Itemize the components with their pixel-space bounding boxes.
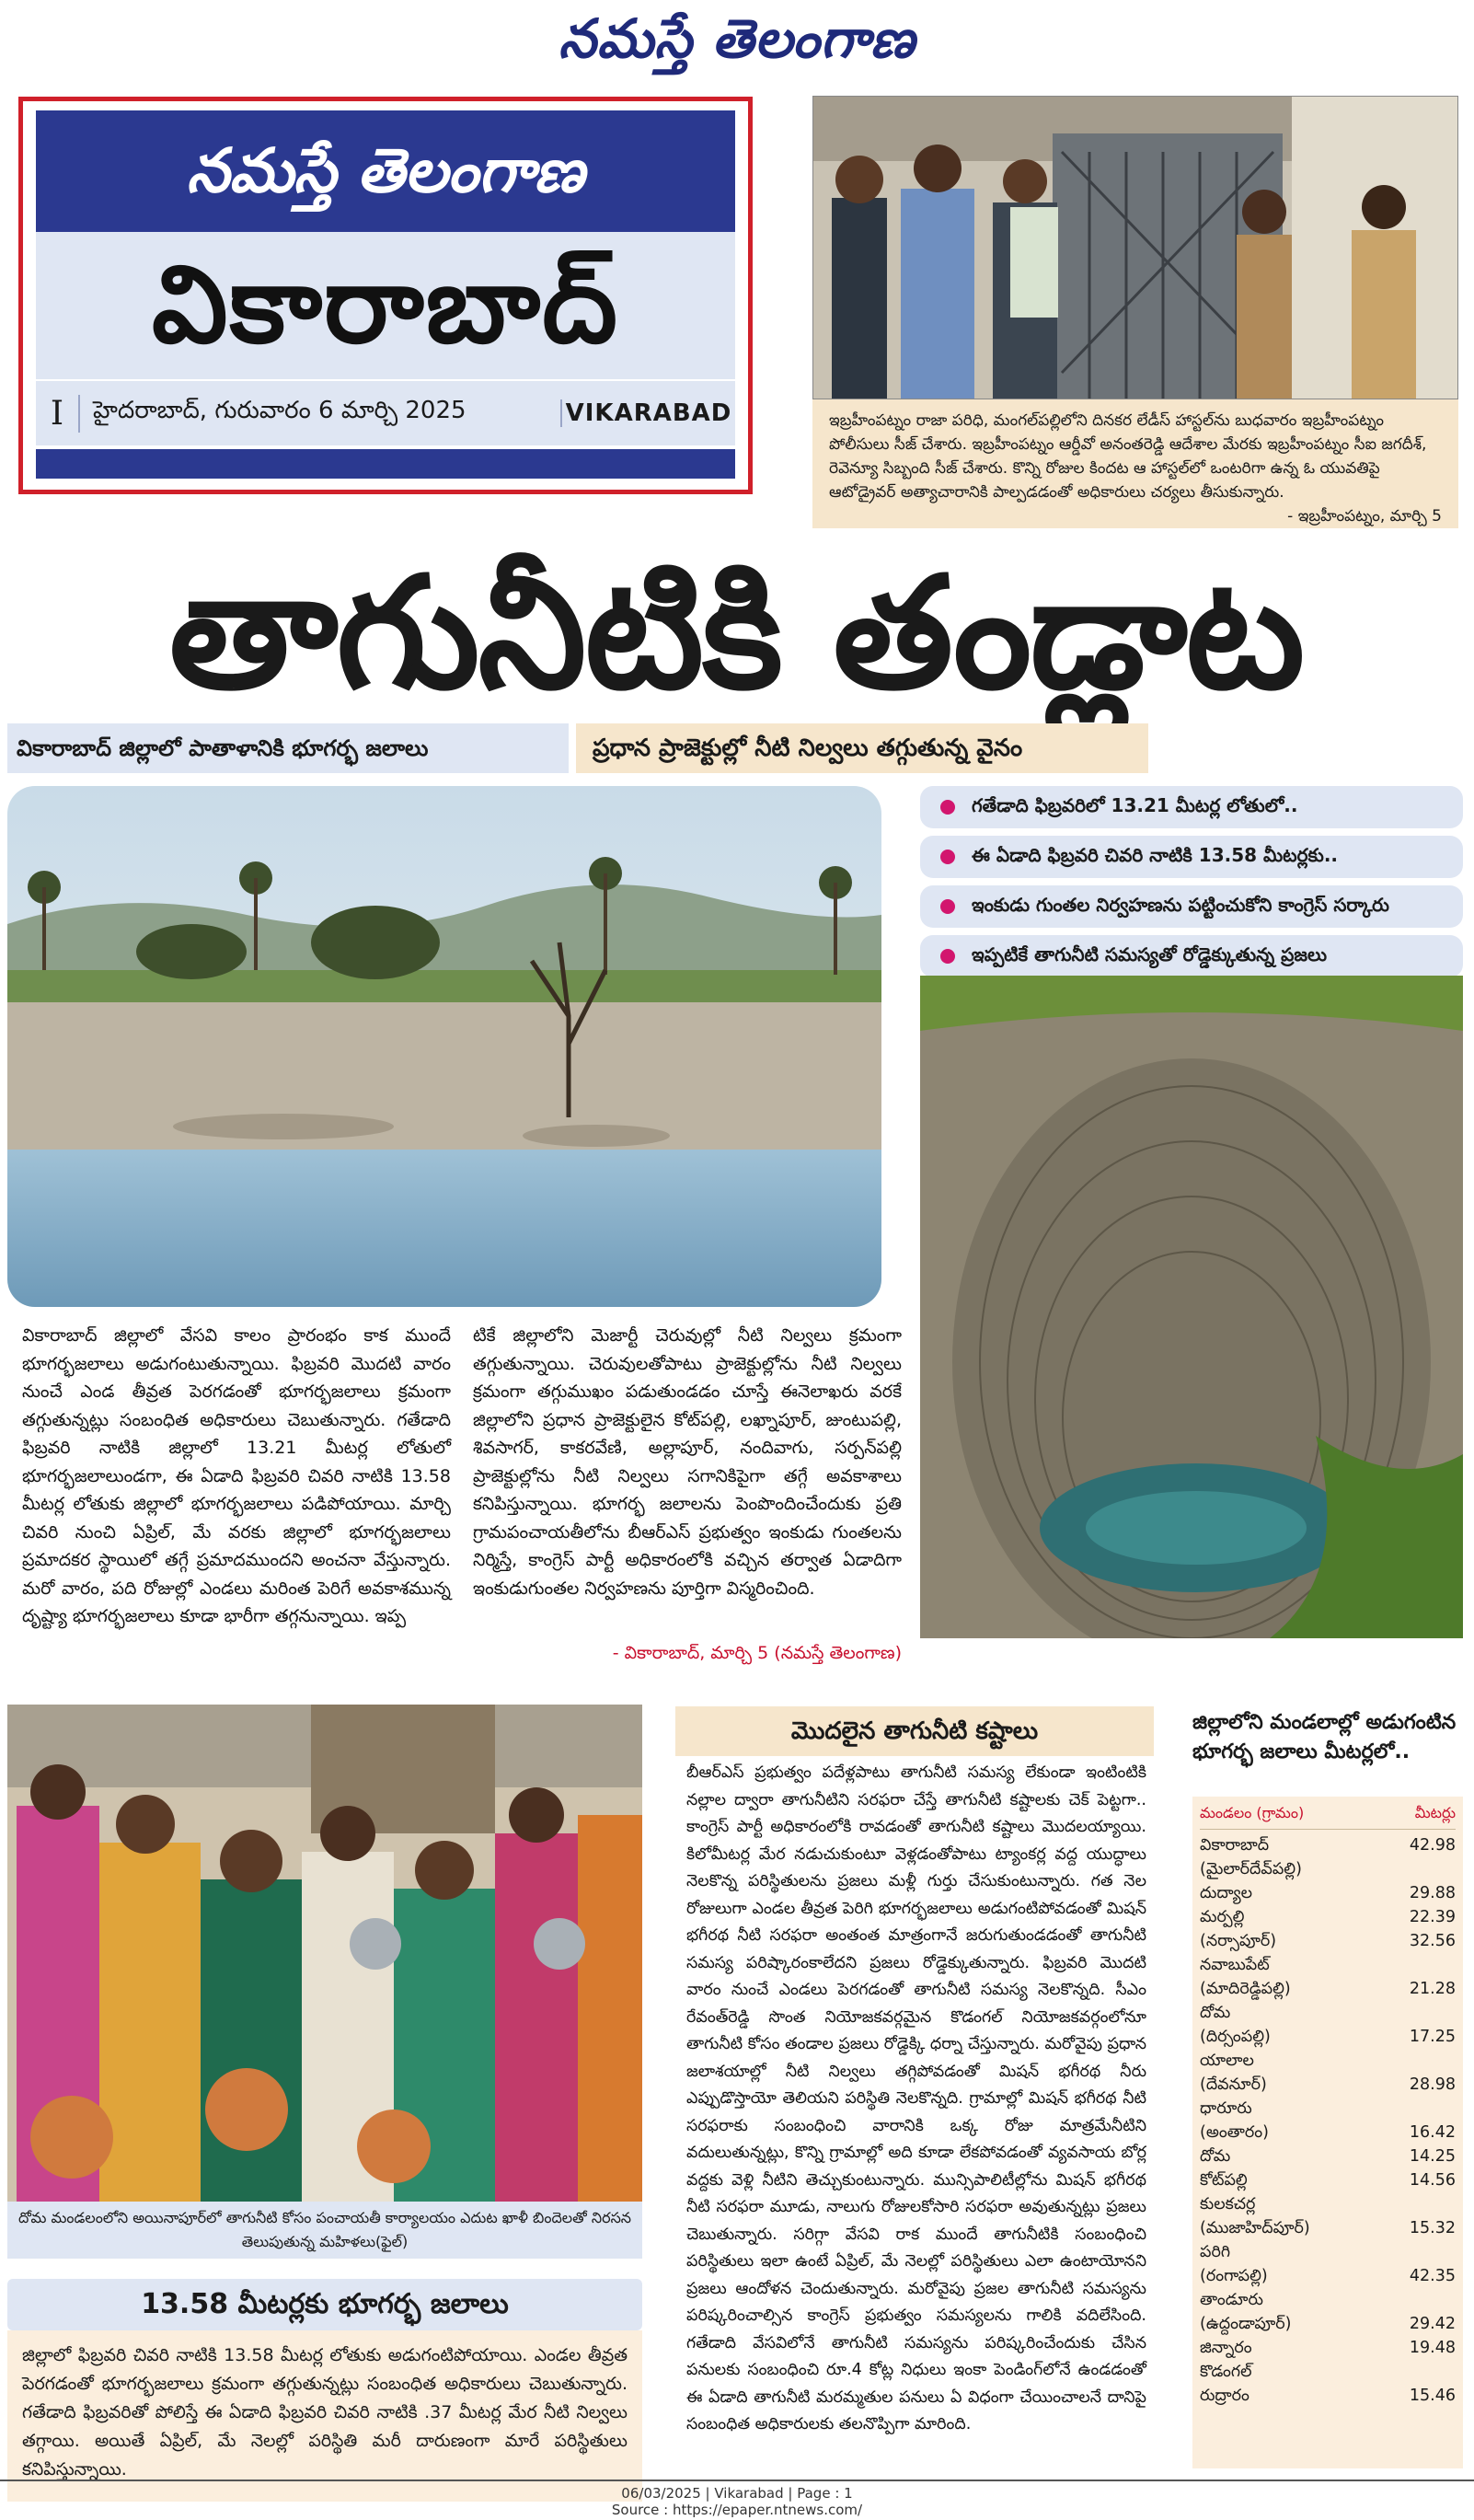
- groundwater-table: [1192, 1797, 1463, 2468]
- highlight-item: ఇంకుడు గుంతల నిర్వహణను పట్టించుకోని కాంగ్రెస్ సర్కారు: [920, 885, 1463, 928]
- mandal-name: ధారూరు: [1200, 2099, 1252, 2118]
- table-row: [1200, 1881, 1456, 1905]
- table-row: [1200, 1905, 1456, 1929]
- table-row: [1200, 2240, 1456, 2264]
- groundwater-depth: 22.39: [1409, 1908, 1456, 1926]
- dry-lake-photo: [7, 786, 881, 1307]
- mandal-name: మర్పల్లి: [1200, 1908, 1245, 1926]
- dry-well-photo: [920, 976, 1463, 1638]
- groundwater-depth: 17.25: [1409, 2028, 1456, 2046]
- table-row: [1200, 2192, 1456, 2216]
- mandal-name: కులకచర్ల: [1200, 2195, 1256, 2214]
- mandal-name: రుద్రారం: [1200, 2387, 1249, 2405]
- table-row: [1200, 2264, 1456, 2288]
- groundwater-depth: 28.98: [1409, 2075, 1456, 2094]
- main-headline: తాగునీటికి తండ్లాట: [168, 543, 1304, 723]
- table-row: [1200, 2336, 1456, 2360]
- table-row: [1200, 1857, 1456, 1881]
- table-row: [1200, 1977, 1456, 2001]
- mandal-name: నవాబుపేట్: [1200, 1956, 1270, 1974]
- women-protest-photo-art: [7, 1705, 642, 2202]
- mandal-name: కొడంగల్: [1200, 2363, 1252, 2381]
- table-row: [1200, 2097, 1456, 2121]
- groundwater-depth: [1397, 1953, 1456, 1977]
- groundwater-depth: [1397, 2049, 1456, 2073]
- footer-divider: [0, 2480, 1474, 2481]
- groundwater-table-title: జిల్లాలోని మండలాల్లో అడుగంటిన భూగర్భ జలాలు మీటర్లలో..: [1192, 1711, 1457, 1763]
- groundwater-depth: 21.28: [1409, 1980, 1456, 1998]
- mandal-name: దోమ: [1200, 2147, 1231, 2166]
- col-header-mandal: మండలం (గ్రామం): [1200, 1804, 1305, 1821]
- mandal-name: (రంగాపల్లి): [1200, 2267, 1268, 2285]
- mandal-name: (మాదిరెడ్డిపల్లి): [1200, 1980, 1291, 1998]
- table-row: [1200, 2144, 1456, 2168]
- bullet-dot-icon: [940, 949, 955, 964]
- mandal-name: (మైలార్‌దేవ్‌పల్లి): [1200, 1860, 1302, 1878]
- bullet-dot-icon: [940, 850, 955, 864]
- groundwater-depth: 42.35: [1409, 2267, 1456, 2285]
- table-row: [1200, 2312, 1456, 2336]
- mandal-name: యాలాల: [1200, 2052, 1254, 2070]
- masthead-logo: నమస్తే తెలంగాణ: [559, 7, 915, 70]
- edition-code: VIKARABAD: [560, 399, 735, 427]
- mandal-name: పరిగి: [1200, 2243, 1231, 2261]
- dry-lake-photo-art: [7, 786, 881, 1307]
- edition-district-title: వికారాబాద్: [36, 232, 735, 379]
- highlight-item: ఇప్పటికే తాగునీటి సమస్యతో రోడ్డెక్కుతున్న ప్రజలు: [920, 935, 1463, 977]
- bullet-dot-icon: [940, 899, 955, 914]
- dry-well-photo-art: [920, 976, 1463, 1638]
- kicker-right: ప్రధాన ప్రాజెక్టుల్లో నీటి నిల్వలు తగ్గుతున్న వైనం: [576, 723, 1148, 773]
- kicker-left: వికారాబాద్ జిల్లాలో పాతాళానికి భూగర్భ జలాలు: [7, 723, 569, 773]
- table-row: [1200, 1953, 1456, 1977]
- groundwater-depth: 15.46: [1409, 2387, 1456, 2405]
- women-protest-caption: దోమ మండలంలోని అయినాపూర్‌లో తాగునీటి కోసం పంచాయతీ కార్యాలయం ఎదుట ఖాళీ బిందెలతో నిరసన తెలుపుతున్న మహిళలు(ఫైల్): [7, 2202, 642, 2259]
- article-column-2: టికే జిల్లాలోని మెజార్టీ చెరువుల్లో నీటి నిల్వలు క్రమంగా తగ్గుతున్నాయి. చెరువులతోపాటు ప్రాజెక్టుల్లోను నీటి నిల్వలు క్రమంగా తగ్గుముఖం పడుతుండడం చూస్తే ఈనెలాఖరు వరకే జిల్లాలోని ప్రధాన ప్రాజెక్టులైన కోట్‌పల్లి, లఖ్నాపూర్, జుంటుపల్లి, శివసాగర్, కాకరవేణి, అల్లాపూర్, నందివాగు, సర్పన్‌పల్లి ప్రాజెక్టుల్లోను నీటి నిల్వలు సగానికిపైగా తగ్గే అవకాశాలు కనిపిస్తున్నాయి. భూగర్భ జలాలను పెంపొందించేందుకు ప్రతి గ్రామపంచాయతీలోను బీఆర్‌ఎస్ ప్రభుత్వం ఇంకుడు గుంతలను నిర్మిస్తే, కాంగ్రెస్ పార్టీ అధికారంలోకి వచ్చిన తర్వాత ఏడాదిగా ఇంకుడుగుంతల నిర్వహణను పూర్తిగా విస్మరించింది.: [473, 1325, 902, 1599]
- groundwater-depth: 14.25: [1409, 2147, 1456, 2166]
- hostel-seizure-credit: - ఇబ్రహీంపట్నం, మార్చి 5: [1287, 507, 1442, 526]
- mandal-name: దుద్యాల: [1200, 1884, 1253, 1902]
- edition-bottom-band: [36, 449, 735, 479]
- page-footer: [0, 2485, 1474, 2518]
- mandal-name: (నర్సాపూర్): [1200, 1932, 1277, 1950]
- groundwater-depth: 29.88: [1409, 1884, 1456, 1902]
- article-credit: - వికారాబాద్, మార్చి 5 (నమస్తే తెలంగాణ): [612, 1643, 902, 1663]
- groundwater-table-rows: [1200, 1833, 1456, 2408]
- footer-source: Source : https://epaper.ntnews.com/: [611, 2502, 863, 2518]
- groundwater-depth: 29.42: [1409, 2315, 1456, 2333]
- col-header-meters: మీటర్లు: [1414, 1804, 1456, 1821]
- groundwater-depth: [1397, 2001, 1456, 2025]
- table-row: [1200, 2168, 1456, 2192]
- table-row: [1200, 2384, 1456, 2408]
- mandal-name: వికారాబాద్: [1200, 1836, 1270, 1855]
- edition-paper-name: నమస్తే తెలంగాణ: [36, 110, 735, 232]
- groundwater-depth: 19.48: [1409, 2339, 1456, 2357]
- mandal-name: (దేవనూర్): [1200, 2075, 1267, 2094]
- edition-box: [18, 97, 753, 494]
- table-row: [1200, 2073, 1456, 2097]
- mandal-name: తాండూరు: [1200, 2291, 1263, 2309]
- groundwater-depth: [1397, 2288, 1456, 2312]
- mid-story-body: బీఆర్‌ఎస్ ప్రభుత్వం పదేళ్లపాటు తాగునీటి సమస్య లేకుండా ఇంటింటికి నల్లాల ద్వారా తాగునీటిని సరఫరా చేస్తే తాగునీటి కష్టాలకు చెక్ పెట్టగా.. కాంగ్రెస్ పార్టీ అధికారంలోకి రావడంతో తాగునీటి కష్టాలు మొదలయ్యాయి. కిలోమీటర్ల మేర నడుచుకుంటూ వెళ్లడంతోపాటు ట్యాంకర్ల వద్ద యుద్ధాలు నెలకొన్న పరిస్థితులను ప్రజలు మళ్లీ గుర్తు చేసుకుంటున్నారు. గత నెల రోజులుగా ఎండల తీవ్రత పెరిగి భూగర్భజలాలు అడుగంటిపోవడంతో మిషన్ భగీరథ నీటి సరఫరా అంతంత మాత్రంగానే జరుగుతుండడంతో తాగునీటి సమస్య పరిష్కారంకాలేదని ప్రజలు రోడ్డెక్కుతున్నారు. ఫిబ్రవరి మొదటి వారం నుంచే ఎండలు పెరగడంతో తాగునీటి సమస్య నెలకొన్నది. సీఎం రేవంత్‌రెడ్డి సొంత నియోజకవర్గమైన కొడంగల్ నియోజకవర్గంలోనూ తాగునీటి కోసం తండాల ప్రజలు రోడ్డెక్కి ధర్నా చేస్తున్నారు. మరోవైపు ప్రధాన జలాశయాల్లో నీటి నిల్వలు తగ్గిపోవడంతో మిషన్ భగీరథ నీరు ఎప్పుడొస్తాయో తెలియని పరిస్థితి నెలకొన్నది. గ్రామాల్లో మిషన్ భగీరథ నీటి సరఫరాకు సంబంధించి వారానికి ఒక్క రోజు మాత్రమేనీటిని వదులుతున్నట్లు, కొన్ని గ్రామాల్లో అది కూడా లేకపోవడంతో వ్యవసాయ బోర్ల వద్దకు వెళ్లి నీటిని తెచ్చుకుంటున్నారు. మున్సిపాలిటీల్లోను మిషన్ భగీరథ నీటి సరఫరా మూడు, నాలుగు రోజులకోసారి సరఫరా అవుతున్నట్లు ప్రజలు చెబుతున్నారు. సరిగ్గా వేసవి రాక ముందే తాగునీటికి సంబంధించి పరిస్థితులు ఇలా ఉంటే ఏప్రిల్, మే నెలల్లో పరిస్థితులు ఎలా ఉంటాయోనని ప్రజలు ఆందోళన చెందుతున్నారు. మరోవైపు ప్రజల తాగునీటి సమస్యను పరిష్కరించాల్సిన కాంగ్రెస్ ప్రభుత్వం సమస్యలను గాలికి వదిలేసింది. గతేడాది వేసవిలోనే తాగునీటి సమస్యను పరిష్కరించేందుకు చేసిన పనులకు సంబంధించి రూ.4 కోట్ల నిధులు ఇంకా పెండింగ్‌లోనే ఉండడంతో ఈ ఏడాది తాగునీటి మరమ్మతుల పనులు ఏ విధంగా చేయించాలనే దానిపై సంబంధిత అధికారులకు తలనొప్పిగా మారింది.: [686, 1763, 1146, 2433]
- hostel-seizure-photo-art: [813, 97, 1458, 399]
- mandal-name: (దిర్సంపల్లి): [1200, 2028, 1271, 2046]
- groundwater-depth: [1397, 1857, 1456, 1881]
- groundwater-depth: [1397, 2097, 1456, 2121]
- hostel-seizure-caption-text: ఇబ్రహీంపట్నం రాజా పరిధి, మంగల్‌పల్లిలోని దినకర లేడీస్ హాస్టల్‌ను బుధవారం ఇబ్రహీంపట్నం పోలీసులు సీజ్ చేశారు. ఇబ్రహీంపట్నం ఆర్డీవో అనంతరెడ్డి ఆదేశాల మేరకు ఇబ్రహీంపట్నం సీఐ జగదీశ్, రెవెన్యూ సిబ్బంది సీజ్ చేశారు. కొన్ని రోజుల కిందట ఆ హాస్టల్‌లో ఒంటరిగా ఉన్న ఓ యువతిపై ఆటోడ్రైవర్ అత్యాచారానికి పాల్పడడంతో అధికారులు చర్యలు తీసుకున్నారు.: [829, 411, 1427, 502]
- highlights-list: [920, 786, 1463, 985]
- mandal-name: (అంతారం): [1200, 2123, 1269, 2142]
- edition-mark: I: [36, 395, 80, 433]
- table-row: [1200, 2288, 1456, 2312]
- mandal-name: (ఉద్దండాపూర్): [1200, 2315, 1292, 2333]
- mandal-name: కోట్‌పల్లి: [1200, 2171, 1248, 2190]
- edition-dateline: [36, 379, 735, 445]
- table-row: [1200, 2121, 1456, 2144]
- groundwater-depth: 16.42: [1409, 2123, 1456, 2142]
- mandal-name: (ముజాహిద్‌పూర్): [1200, 2219, 1310, 2237]
- groundwater-depth: [1397, 2240, 1456, 2264]
- article-column-1: వికారాబాద్ జిల్లాలో వేసవి కాలం ప్రారంభం కాక ముందే భూగర్భజలాలు అడుగంటుతున్నాయి. ఫిబ్రవరి మొదటి వారం నుంచే ఎండ తీవ్రత పెరగడంతో భూగర్భజలాలు క్రమంగా తగ్గుతున్నట్లు సంబంధిత అధికారులు చెబుతున్నారు. గతేడాది ఫిబ్రవరి నాటికి జిల్లాలో 13.21 మీటర్ల లోతులో భూగర్భజలాలుండగా, ఈ ఏడాది ఫిబ్రవరి చివరి నాటికి 13.58 మీటర్ల లోతుకు జిల్లాలో భూగర్భజలాలు పడిపోయాయి. మార్చి చివరి నుంచి ఏప్రిల్, మే వరకు జిల్లాలో భూగర్భజలాలు ప్రమాదకర స్థాయిలో తగ్గే ప్రమాదముందని అంచనా వేస్తున్నారు. మరో వారం, పది రోజుల్లో ఎండలు మరింత పెరిగే అవకాశమున్న దృష్ట్యా భూగర్భజలాలు కూడా భారీగా తగ్గనున్నాయి. ఇప్ప: [22, 1325, 451, 1626]
- table-row: [1200, 2049, 1456, 2073]
- women-protest-photo: [7, 1705, 642, 2202]
- table-row: [1200, 2001, 1456, 2025]
- groundwater-depth: 42.98: [1409, 1836, 1456, 1855]
- highlight-item: గతేడాది ఫిబ్రవరిలో 13.21 మీటర్ల లోతులో..: [920, 786, 1463, 828]
- highlight-item: ఈ ఏడాది ఫిబ్రవరి చివరి నాటికి 13.58 మీటర్లకు..: [920, 836, 1463, 878]
- hostel-seizure-caption: [812, 399, 1458, 528]
- groundwater-depth: 15.32: [1409, 2219, 1456, 2237]
- hostel-seizure-photo: [812, 96, 1458, 399]
- mid-story-title: మొదలైన తాగునీటి కష్టాలు: [675, 1706, 1154, 1756]
- sub-story-body: జిల్లాలో ఫిబ్రవరి చివరి నాటికి 13.58 మీటర్ల లోతుకు అడుగంటిపోయాయి. ఎండల తీవ్రత పెరగడంతో భూగర్భజలాలు క్రమంగా తగ్గుతున్నట్లు సంబంధిత అధికారులు చెబుతున్నారు. గతేడాది ఫిబ్రవరితో పోలిస్తే ఈ ఏడాది ఫిబ్రవరి చివరి నాటికి .37 మీటర్ల మేర నీటి నిల్వలు తగ్గాయి. అయితే ఏప్రిల్, మే నెలల్లో పరిస్థితి మరీ దారుణంగా మారే పరిస్థితులు కనిపిస్తున్నాయి.: [7, 2330, 642, 2502]
- edition-date: హైదరాబాద్, గురువారం 6 మార్చి 2025: [93, 397, 466, 424]
- groundwater-depth: [1397, 2192, 1456, 2216]
- bullet-dot-icon: [940, 800, 955, 815]
- table-row: [1200, 2360, 1456, 2384]
- table-row: [1200, 2025, 1456, 2049]
- mandal-name: జిన్నారం: [1200, 2339, 1252, 2357]
- mandal-name: దోమ: [1200, 2004, 1231, 2022]
- groundwater-table-header: [1200, 1804, 1456, 1830]
- groundwater-depth: [1397, 2360, 1456, 2384]
- table-row: [1200, 2216, 1456, 2240]
- footer-edition-info: 06/03/2025 | Vikarabad | Page : 1: [621, 2485, 853, 2502]
- groundwater-depth: 32.56: [1409, 1932, 1456, 1950]
- table-row: [1200, 1929, 1456, 1953]
- table-row: [1200, 1833, 1456, 1857]
- sub-story-title: 13.58 మీటర్లకు భూగర్భ జలాలు: [7, 2279, 642, 2330]
- groundwater-depth: 14.56: [1409, 2171, 1456, 2190]
